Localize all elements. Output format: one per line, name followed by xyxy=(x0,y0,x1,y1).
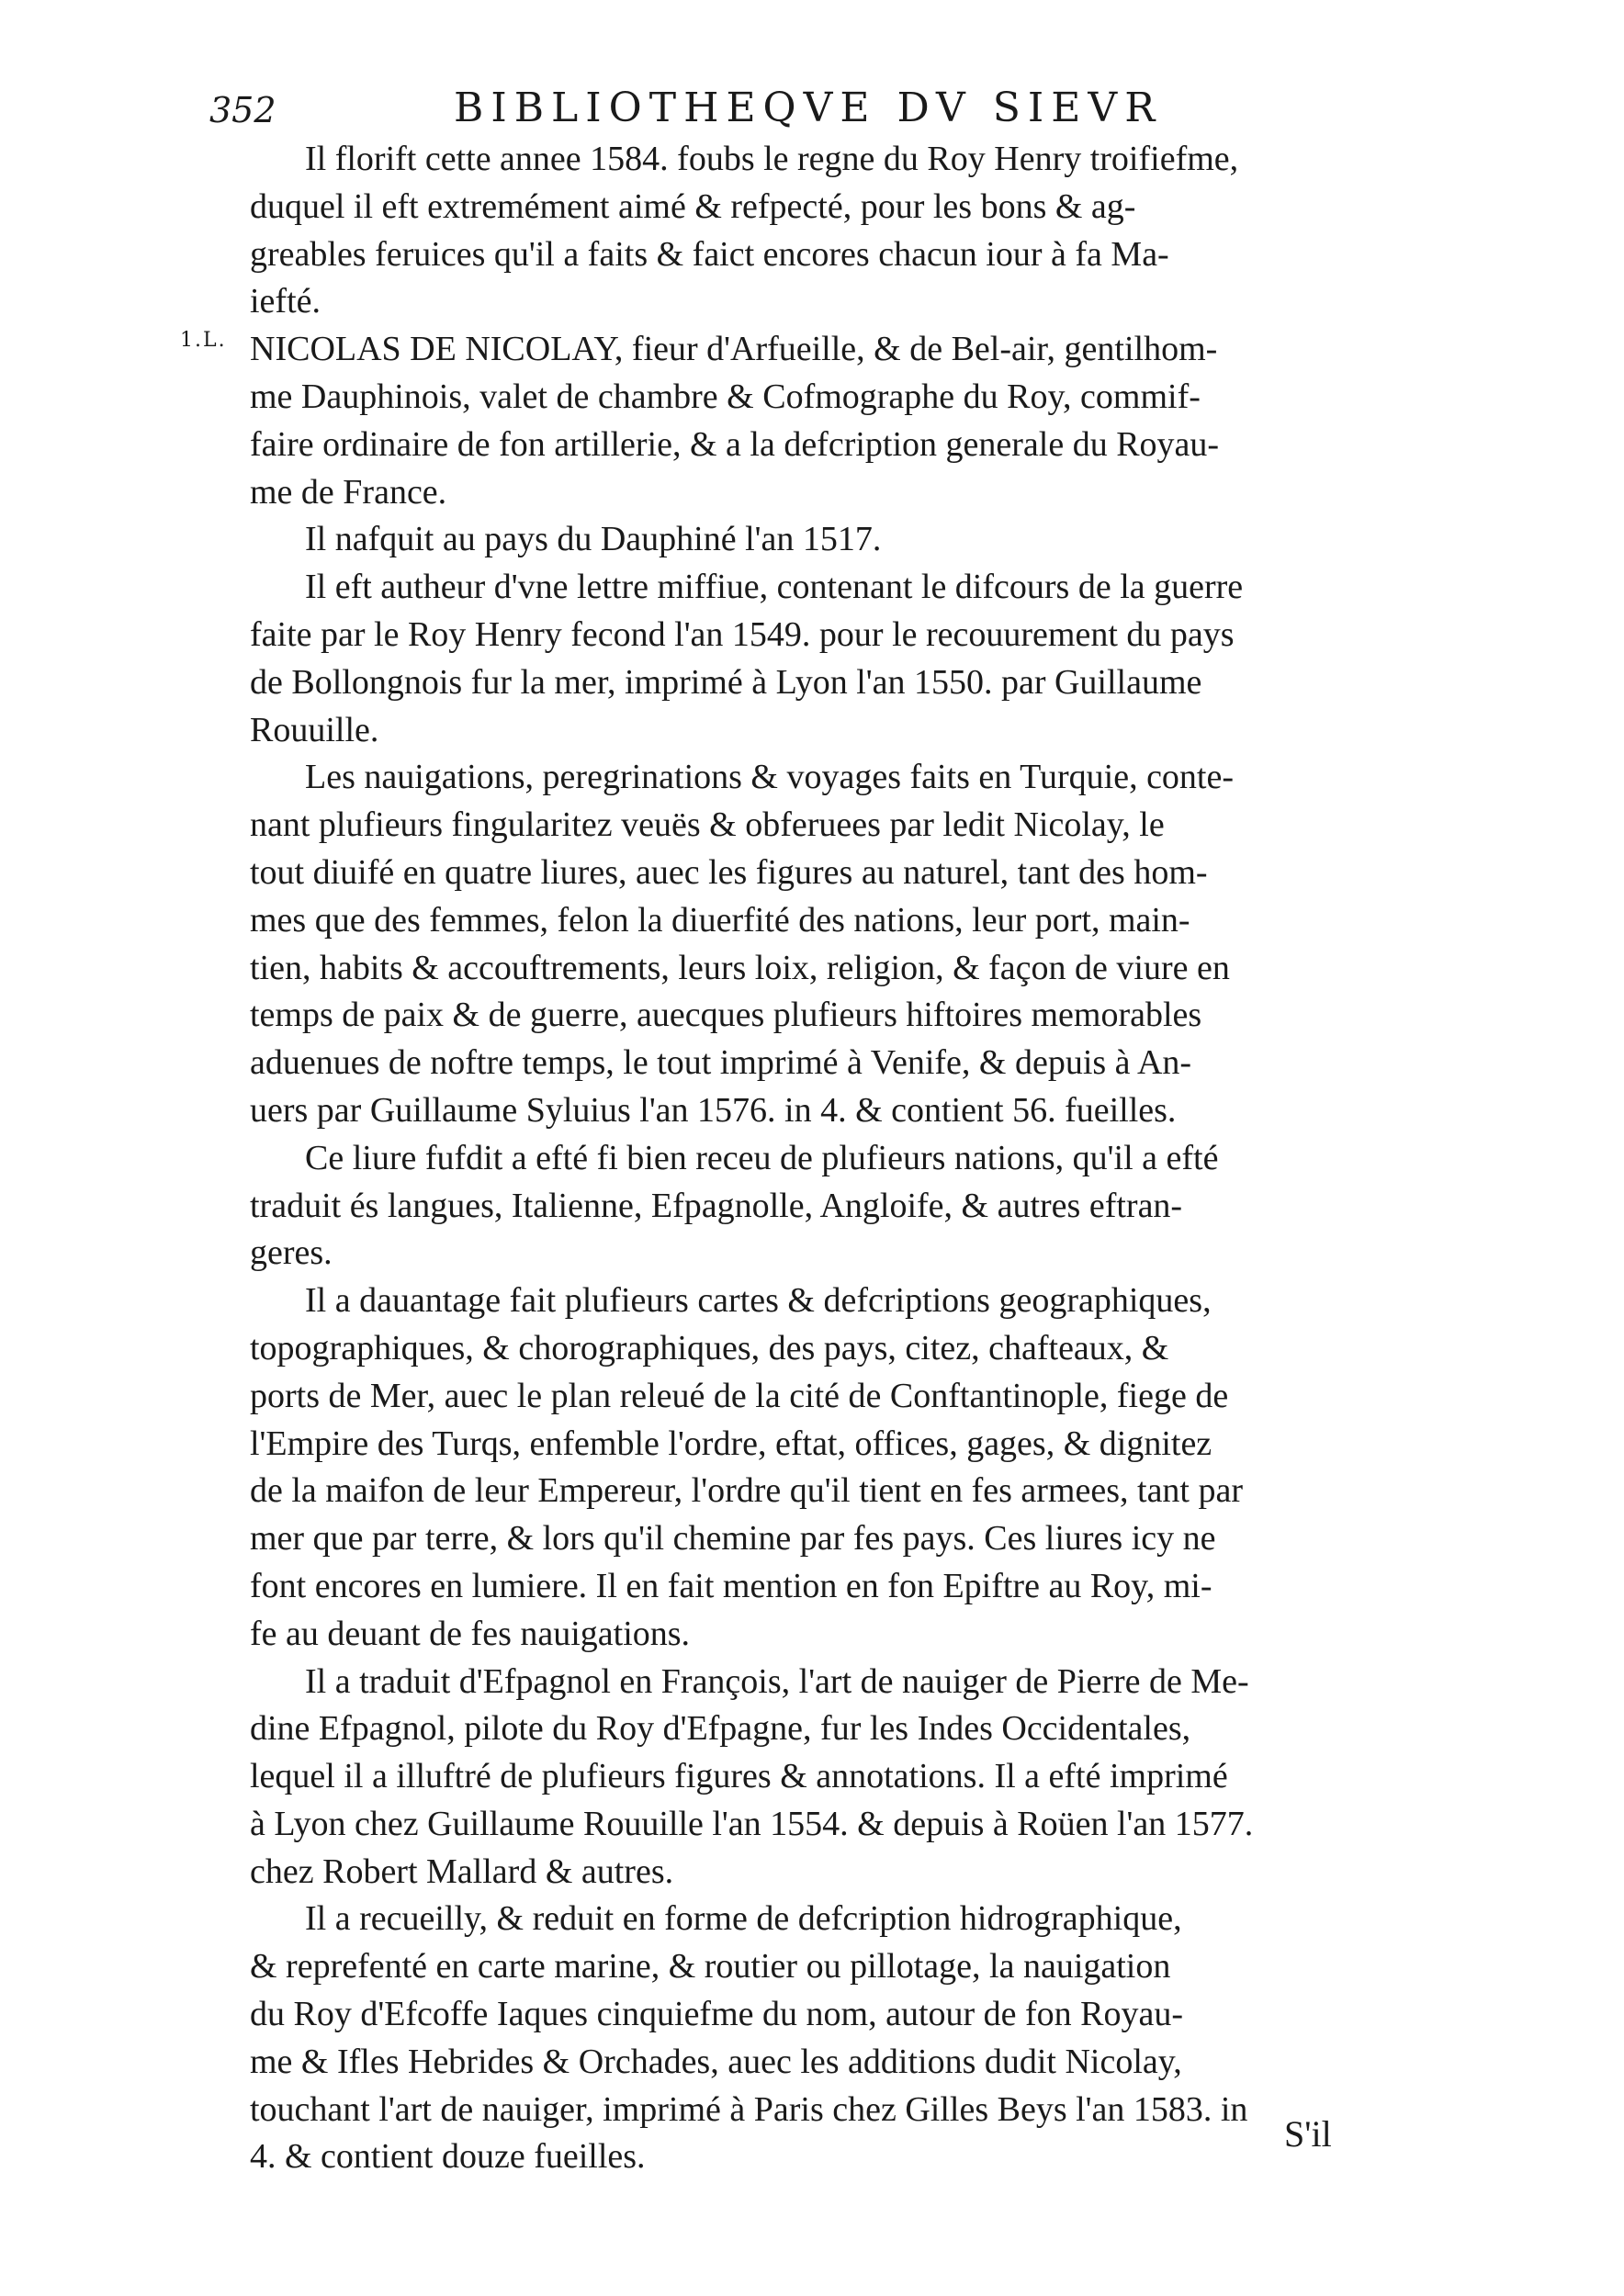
text-line: l'Empire des Turqs, enfemble l'ordre, eftat, offices, gages, & dignitez xyxy=(250,1424,1212,1463)
text-line: Il nafquit au pays du Dauphiné l'an 1517. xyxy=(305,520,882,559)
text-line: à Lyon chez Guillaume Rouuille l'an 1554. & depuis à Roüen l'an 1577. xyxy=(250,1804,1254,1843)
text-line: 4. & contient douze fueilles. xyxy=(250,2137,646,2177)
text-line: Il a recueilly, & reduit en forme de defcription hidrographique, xyxy=(305,1899,1182,1939)
running-title: BIBLIOTHEQVE DV SIEVR xyxy=(454,84,1163,131)
text-line: & reprefenté en carte marine, & routier ou pillotage, la nauigation xyxy=(250,1947,1171,1986)
text-line: me & Ifles Hebrides & Orchades, auec les additions dudit Nicolay, xyxy=(250,2042,1182,2081)
text-line: greables feruices qu'il a faits & faict encores chacun iour à fa Ma- xyxy=(250,234,1169,274)
text-line: traduit és langues, Italienne, Efpagnolle, Angloife, & autres eftran- xyxy=(250,1186,1183,1225)
text-line: Ce liure fufdit a efté fi bien receu de plufieurs nations, qu'il a efté xyxy=(305,1138,1219,1177)
text-line: tien, habits & accouftrements, leurs loix, religion, & façon de viure en xyxy=(250,948,1230,987)
text-line: Il a traduit d'Efpagnol en François, l'art de nauiger de Pierre de Me- xyxy=(305,1661,1249,1701)
text-line: lequel il a illuftré de plufieurs figures & annotations. Il a efté imprimé xyxy=(250,1757,1228,1796)
page-number: 352 xyxy=(209,90,276,130)
text-line: duquel il eft extremément aimé & refpecté, pour les bons & ag- xyxy=(250,186,1136,226)
text-line: temps de paix & de guerre, auecques plufieurs hiftoires memorables xyxy=(250,996,1202,1035)
text-line: touchant l'art de nauiger, imprimé à Paris chez Gilles Beys l'an 1583. in xyxy=(250,2089,1248,2129)
text-line: uers par Guillaume Syluius l'an 1576. in 4. & contient 56. fueilles. xyxy=(250,1090,1177,1130)
text-line: nant plufieurs fingularitez veuës & obferuees par ledit Nicolay, le xyxy=(250,805,1165,845)
text-line: fe au deuant de fes nauigations. xyxy=(250,1614,691,1653)
body-text xyxy=(250,136,1389,2181)
text-line: Il florift cette annee 1584. foubs le regne du Roy Henry troifiefme, xyxy=(305,140,1239,178)
text-line: Rouuille. xyxy=(250,710,379,749)
text-line: faite par le Roy Henry fecond l'an 1549. pour le recouurement du pays xyxy=(250,614,1235,654)
text-line: iefté. xyxy=(250,282,321,321)
text-line: chez Robert Mallard & autres. xyxy=(250,1851,674,1891)
text-line: de la maifon de leur Empereur, l'ordre qu'il tient en fes armees, tant par xyxy=(250,1471,1244,1511)
text-line: Il eft autheur d'vne lettre miffiue, contenant le difcours de la guerre xyxy=(305,568,1244,607)
text-line: me de France. xyxy=(250,472,447,512)
text-line: font encores en lumiere. Il en fait mention en fon Epiftre au Roy, mi- xyxy=(250,1566,1212,1605)
text-line: me Dauphinois, valet de chambre & Cofmographe du Roy, commif- xyxy=(250,377,1201,416)
catchword: S'il xyxy=(1284,2113,1332,2155)
text-line: Les nauigations, peregrinations & voyages faits en Turquie, conte- xyxy=(305,758,1235,797)
text-line: du Roy d'Efcoffe Iaques cinquiefme du nom, autour de fon Royau- xyxy=(250,1995,1184,2034)
text-line: Il a dauantage fait plufieurs cartes & defcriptions geographiques, xyxy=(305,1281,1212,1321)
text-line: tout diuifé en quatre liures, auec les figures au naturel, tant des hom- xyxy=(250,852,1208,892)
text-line: ports de Mer, auec le plan releué de la cité de Conftantinople, fiege de xyxy=(250,1376,1229,1415)
text-line: aduenues de noftre temps, le tout imprimé à Venife, & depuis à An- xyxy=(250,1043,1192,1083)
entry-marker: 1.L. xyxy=(180,329,227,352)
text-line: geres. xyxy=(250,1233,333,1273)
text-line: dine Efpagnol, pilote du Roy d'Efpagne, fur les Indes Occidentales, xyxy=(250,1709,1191,1749)
text-line: faire ordinaire de fon artillerie, & a la defcription generale du Royau- xyxy=(250,424,1220,464)
running-head xyxy=(209,84,1404,140)
text-line: topographiques, & chorographiques, des pays, citez, chafteaux, & xyxy=(250,1328,1169,1367)
text-line: mes que des femmes, felon la diuerfité des nations, leur port, main- xyxy=(250,900,1190,940)
text-line: NICOLAS DE NICOLAY, fieur d'Arfueille, & de Bel-air, gentilhom- xyxy=(250,330,1218,369)
text-line: de Bollongnois fur la mer, imprimé à Lyon l'an 1550. par Guillaume xyxy=(250,662,1202,702)
text-line: mer que par terre, & lors qu'il chemine par fes pays. Ces liures icy ne xyxy=(250,1519,1216,1559)
